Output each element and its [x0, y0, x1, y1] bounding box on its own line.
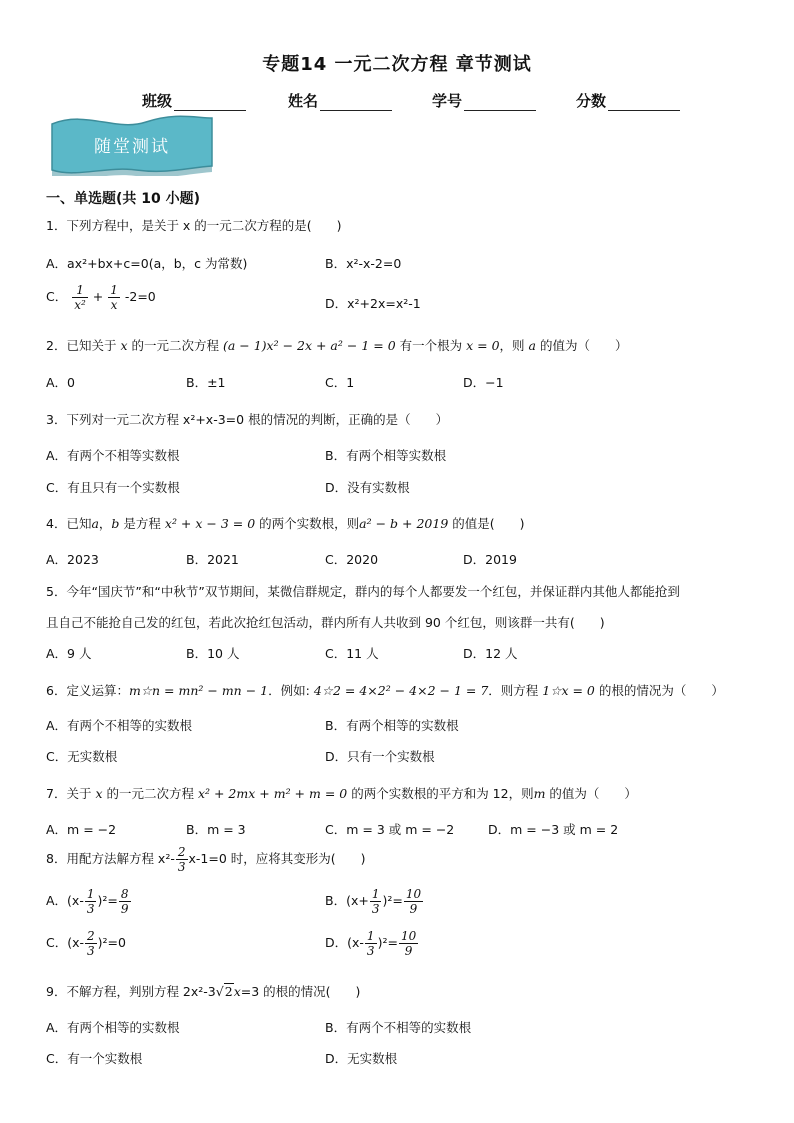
q7-option-a[interactable]: A．m = −2 [46, 822, 117, 837]
q8-option-b[interactable]: B．(x+ $\frac{1}{3}$ )²= $\frac{10}{9}$ [325, 887, 422, 916]
q2-option-a[interactable]: A．0 [46, 375, 76, 390]
q3-option-b[interactable]: B．有两个相等实数根 [325, 448, 447, 463]
q2-option-d[interactable]: D．−1 [463, 375, 504, 390]
q1-option-a[interactable]: A．ax²+bx+c=0(a，b，c 为常数) [46, 256, 248, 271]
q2-option-c[interactable]: C．1 [325, 375, 355, 390]
question-5-stem-line-1: 5．今年“国庆节”和“中秋节”双节期间，某微信群规定，群内的每个人都要发一个红包，并保证群内其他人都能抢到 [46, 584, 680, 599]
q3-option-d[interactable]: D．没有实数根 [325, 480, 410, 495]
q3-option-a[interactable]: A．有两个不相等实数根 [46, 448, 180, 463]
fraction: $\frac{1}{x}$ [110, 283, 118, 312]
q8-option-d[interactable]: D．(x- $\frac{1}{3}$ )²= $\frac{10}{9}$ [325, 929, 417, 958]
q7-option-d[interactable]: D．m = −3 或 m = 2 [488, 822, 619, 837]
q6-option-a[interactable]: A．有两个不相等的实数根 [46, 718, 193, 733]
q3-option-c[interactable]: C．有且只有一个实数根 [46, 480, 180, 495]
q9-option-c[interactable]: C．有一个实数根 [46, 1051, 143, 1066]
q6-option-b[interactable]: B．有两个相等的实数根 [325, 718, 459, 733]
question-3-stem: 3．下列对一元二次方程 x²+x-3=0 根的情况的判断，正确的是（ ） [46, 412, 449, 427]
score-field[interactable]: 分数 [576, 90, 680, 111]
question-7-stem: 7．关于 x 的一元二次方程 x² + 2mx + m² + m = 0 的两个实数根的平方和为 12，则m 的值为（ ） [46, 786, 637, 801]
question-5-stem-line-2: 且自己不能抢自己发的红包，若此次抢红包活动，群内所有人共收到 90 个红包，则该群一共有( ) [46, 615, 605, 630]
fraction: $\frac{1}{\text{x²}}$ [74, 283, 86, 312]
q4-option-b[interactable]: B．2021 [186, 552, 239, 567]
q2-option-b[interactable]: B．±1 [186, 375, 226, 390]
q8-option-a[interactable]: A．(x- $\frac{1}{3}$ )²= $\frac{8}{9}$ [46, 887, 129, 916]
q4-option-c[interactable]: C．2020 [325, 552, 379, 567]
question-6-stem: 6．定义运算：m☆n = mn² − mn − 1．例如: 4☆2 = 4×2² − 4×2 − 1 = 7．则方程 1☆x = 0 的根的情况为（ ） [46, 683, 724, 698]
q1-option-b[interactable]: B．x²-x-2=0 [325, 256, 402, 271]
q4-option-a[interactable]: A．2023 [46, 552, 99, 567]
q5-option-c[interactable]: C．11 人 [325, 646, 379, 661]
q6-option-c[interactable]: C．无实数根 [46, 749, 118, 764]
question-8-stem: 8．用配方法解方程 x²- $\frac{2}{3}$ x-1=0 时，应将其变形为( ) [46, 845, 366, 874]
q5-option-a[interactable]: A．9 人 [46, 646, 92, 661]
q1-option-c[interactable]: C． $\frac{1}{\text{x²}}$ + $\frac{1}{x}$ -2=0 [46, 283, 156, 312]
question-2-stem: 2．已知关于 x 的一元二次方程 (a − 1)x² − 2x + a² − 1 = 0 有一个根为 x = 0，则 a 的值为（ ） [46, 338, 628, 353]
q5-option-b[interactable]: B．10 人 [186, 646, 240, 661]
q5-option-d[interactable]: D．12 人 [463, 646, 518, 661]
question-1-stem: 1．下列方程中，是关于 x 的一元二次方程的是( ) [46, 218, 342, 233]
page-title: 专题14 一元二次方程 章节测试 [262, 54, 532, 75]
class-field[interactable]: 班级 [142, 90, 246, 111]
q9-option-b[interactable]: B．有两个不相等的实数根 [325, 1020, 472, 1035]
q6-option-d[interactable]: D．只有一个实数根 [325, 749, 435, 764]
name-field[interactable]: 姓名 [288, 90, 392, 111]
q8-option-c[interactable]: C．(x- $\frac{2}{3}$ )²=0 [46, 929, 126, 958]
q1-option-d[interactable]: D．x²+2x=x²-1 [325, 296, 421, 311]
section-heading: 一、单选题(共 10 小题) [46, 191, 201, 207]
q4-option-d[interactable]: D．2019 [463, 552, 517, 567]
q9-option-a[interactable]: A．有两个相等的实数根 [46, 1020, 180, 1035]
q9-option-d[interactable]: D．无实数根 [325, 1051, 398, 1066]
student-id-field[interactable]: 学号 [432, 90, 536, 111]
q7-option-c[interactable]: C．m = 3 或 m = −2 [325, 822, 455, 837]
question-9-stem: 9．不解方程，判别方程 2x²-3√2x=3 的根的情况( ) [46, 984, 361, 999]
banner-label: 随堂测试 [94, 137, 170, 157]
square-root: √2 [215, 984, 233, 999]
question-4-stem: 4．已知a，b 是方程 x² + x − 3 = 0 的两个实数根，则a² − b + 2019 的值是( ) [46, 516, 525, 531]
q7-option-b[interactable]: B．m = 3 [186, 822, 246, 837]
